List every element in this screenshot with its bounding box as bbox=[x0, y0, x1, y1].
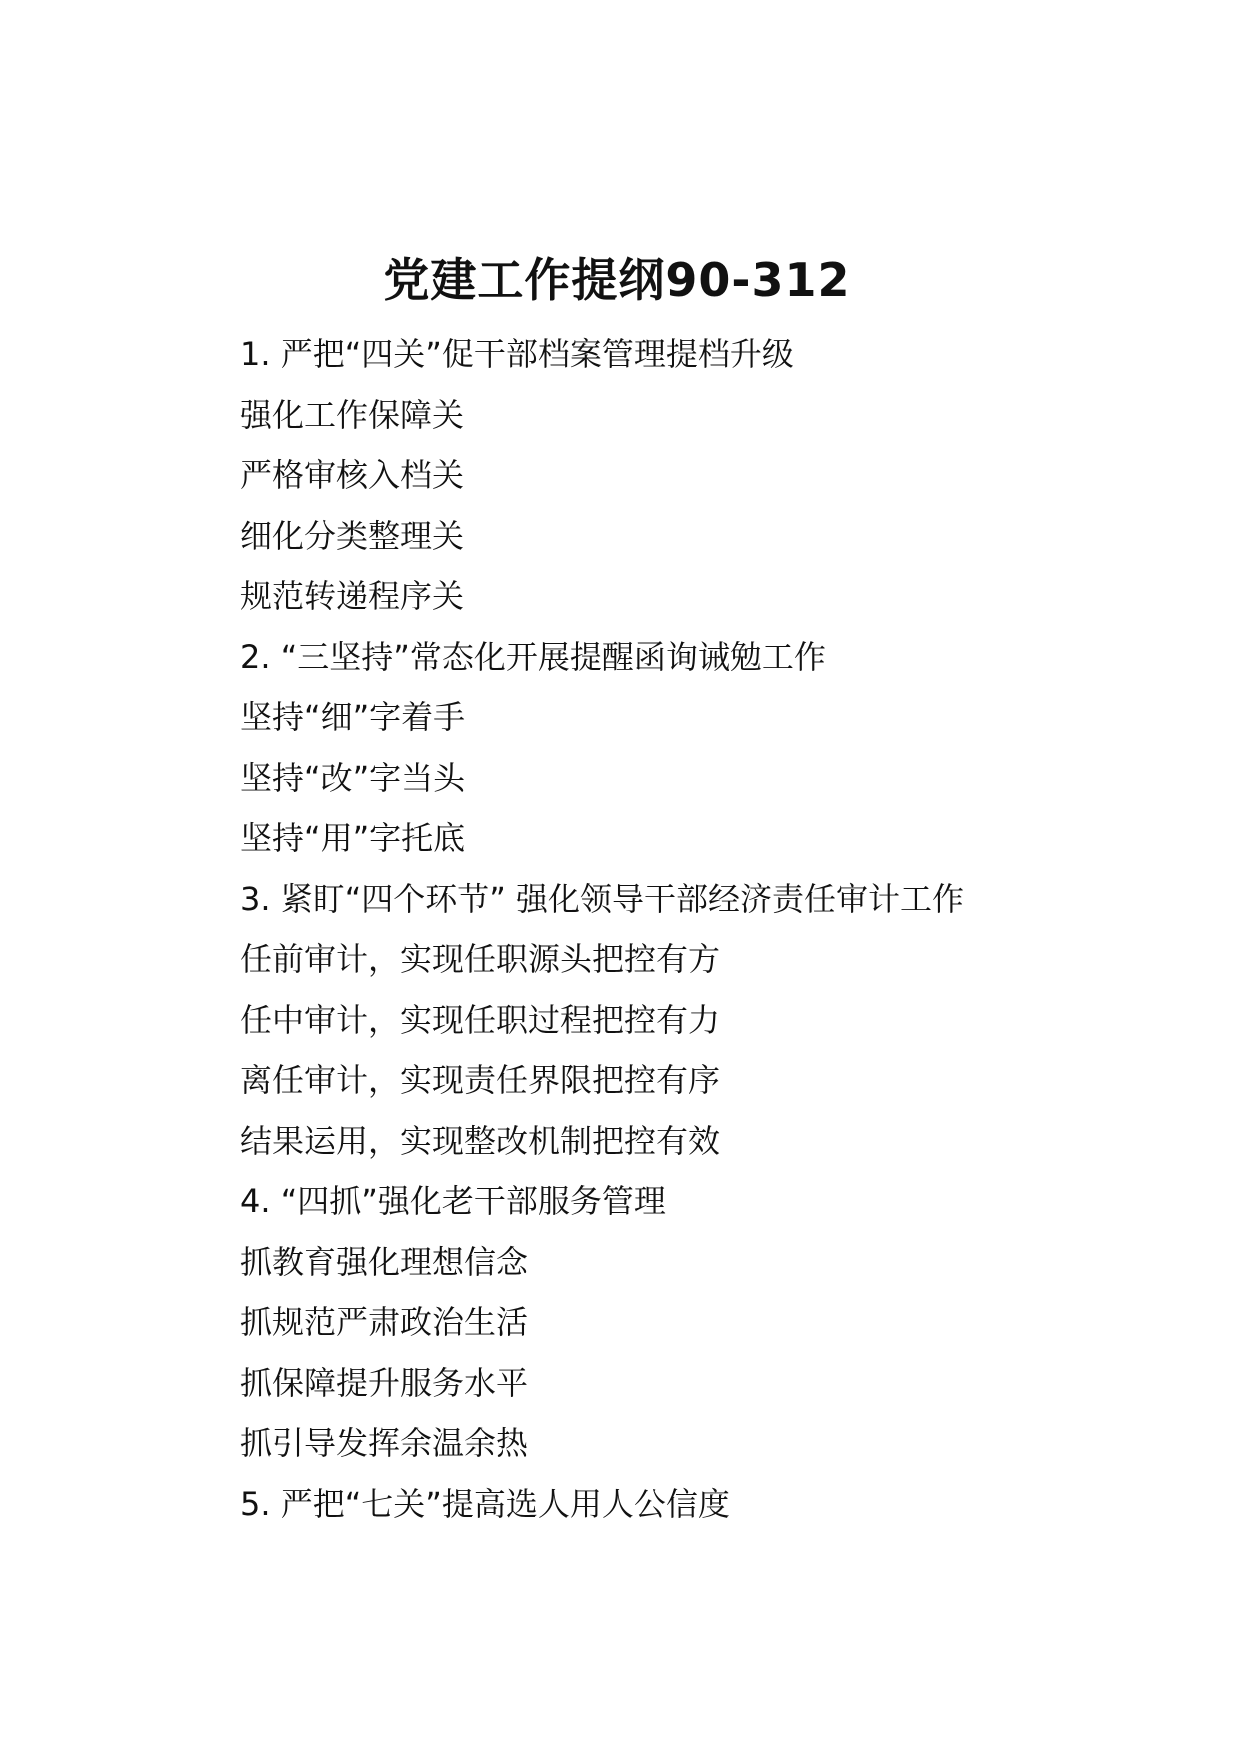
heading-5: 5. 严把“七关”提高选人用人公信度 bbox=[240, 1484, 730, 1523]
list-item: 抓规范严肃政治生活 bbox=[240, 1303, 529, 1341]
list-item: 离任审计，实现责任界限把控有序 bbox=[240, 1061, 721, 1099]
list-item: 任中审计，实现任职过程把控有力 bbox=[240, 1000, 721, 1039]
list-item: 严格审核入档关 bbox=[240, 456, 465, 494]
list-item: 结果运用，实现整改机制把控有效 bbox=[240, 1121, 721, 1160]
list-item: 规范转递程序关 bbox=[240, 577, 465, 615]
list-item: 细化分类整理关 bbox=[240, 516, 465, 555]
list-item: 坚持“改”字当头 bbox=[240, 758, 466, 797]
list-item: 坚持“用”字托底 bbox=[240, 819, 466, 857]
list-item: 抓教育强化理想信念 bbox=[240, 1242, 529, 1281]
heading-1: 1. 严把“四关”促干部档案管理提档升级 bbox=[240, 335, 794, 373]
heading-3: 3. 紧盯“四个环节” 强化领导干部经济责任审计工作 bbox=[240, 879, 965, 918]
document-title: 党建工作提纲90-312 bbox=[383, 253, 851, 307]
document-body bbox=[240, 324, 1140, 1534]
list-item: 抓保障提升服务水平 bbox=[240, 1363, 529, 1402]
list-item: 坚持“细”字着手 bbox=[240, 698, 466, 736]
heading-4: 4. “四抓”强化老干部服务管理 bbox=[240, 1182, 666, 1220]
list-item: 抓引导发挥余温余热 bbox=[240, 1424, 529, 1462]
list-item: 任前审计，实现任职源头把控有方 bbox=[240, 940, 721, 978]
heading-2: 2. “三坚持”常态化开展提醒函询诫勉工作 bbox=[240, 637, 826, 676]
list-item: 强化工作保障关 bbox=[240, 395, 465, 434]
